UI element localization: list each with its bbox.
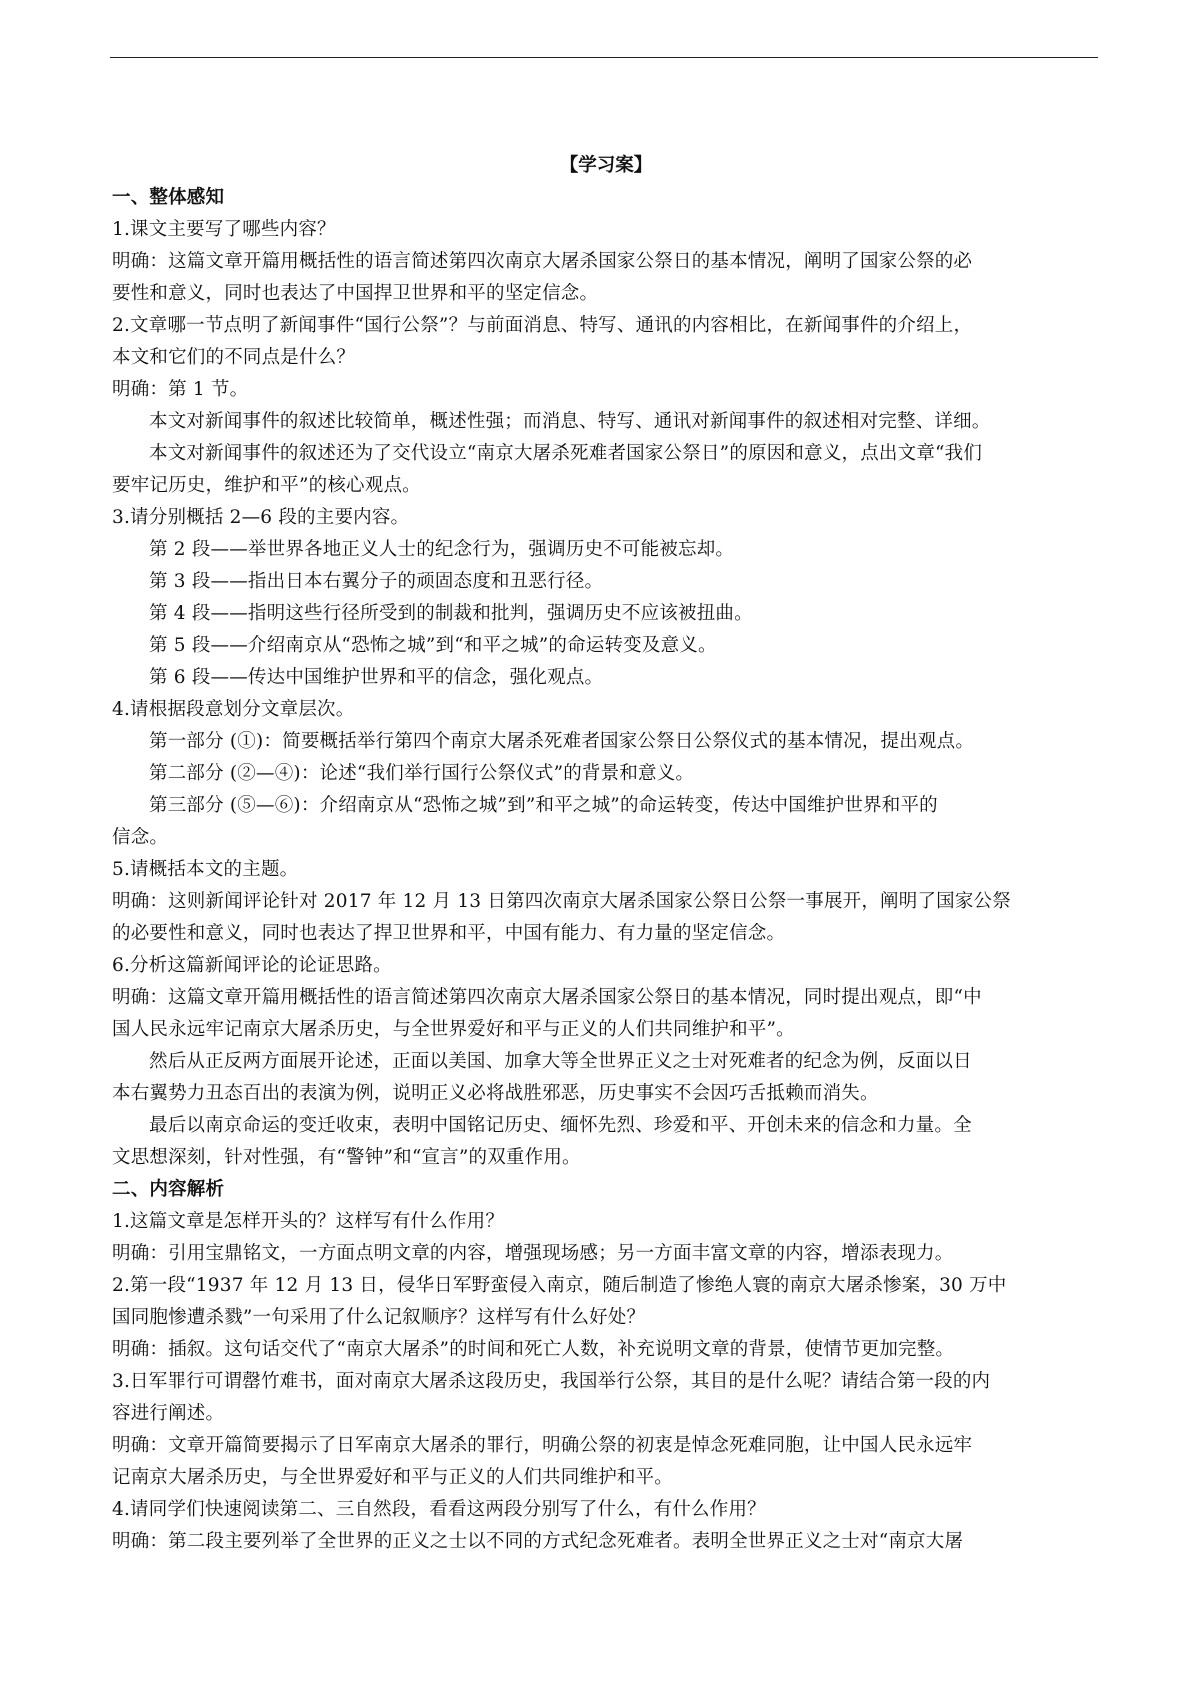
answer-line: 第三部分 (⑤—⑥)：介绍南京从“恐怖之城”到”和平之城”的命运转变，传达中国维护世界和平的 — [149, 795, 938, 816]
answer-line: 本文对新闻事件的叙述还为了交代设立“南京大屠杀死难者国家公祭日”的原因和意义，点出文章“我们 — [149, 443, 983, 464]
answer-line: 明确：第二段主要列举了全世界的正义之士以不同的方式纪念死难者。表明全世界正义之士对“南京大屠 — [112, 1531, 964, 1552]
answer-line: 明确：文章开篇简要揭示了日军南京大屠杀的罪行，明确公祭的初衷是悼念死难同胞，让中国人民永远牢 — [112, 1435, 973, 1456]
answer-line: 第 3 段——指出日本右翼分子的顽固态度和丑恶行径。 — [149, 571, 604, 592]
answer-line: 然后从正反两方面展开论述，正面以美国、加拿大等全世界正义之士对死难者的纪念为例，反面以日 — [149, 1051, 972, 1072]
question: 2.文章哪一节点明了新闻事件“国行公祭”？与前面消息、特写、通讯的内容相比，在新闻事件的介绍上， — [112, 315, 973, 336]
question: 3.日军罪行可谓罄竹难书，面对南京大屠杀这段历史，我国举行公祭，其目的是什么呢？请结合第一段的内 — [112, 1371, 991, 1392]
answer-line: 明确：这篇文章开篇用概括性的语言简述第四次南京大屠杀国家公祭日的基本情况，同时提出观点，即“中 — [112, 987, 982, 1008]
question: 6.分析这篇新闻评论的论证思路。 — [112, 955, 392, 976]
question: 1.课文主要写了哪些内容？ — [112, 219, 336, 240]
answer-line: 要性和意义，同时也表达了中国捍卫世界和平的坚定信念。 — [112, 283, 599, 304]
answer-line: 要牢记历史，维护和平”的核心观点。 — [112, 475, 421, 496]
answer-line: 明确：引用宝鼎铭文，一方面点明文章的内容，增强现场感；另一方面丰富文章的内容，增添表现力。 — [112, 1243, 954, 1264]
answer-line: 的必要性和意义，同时也表达了捍卫世界和平，中国有能力、有力量的坚定信念。 — [112, 923, 786, 944]
answer-line: 明确：插叙。这句话交代了“南京大屠杀”的时间和死亡人数，补充说明文章的背景，使情节更加完整。 — [112, 1339, 955, 1360]
answer-line: 明确：第 1 节。 — [112, 379, 249, 400]
question: 2.第一段“1937 年 12 月 13 日，侵华日军野蛮侵入南京，随后制造了惨绝人寰的南京大屠杀惨案，30 万中 — [112, 1275, 1007, 1296]
question: 国同胞惨遭杀戮”一句采用了什么记叙顺序？这样写有什么好处？ — [112, 1307, 646, 1328]
answer-line: 信念。 — [112, 827, 169, 848]
answer-line: 文思想深刻，针对性强，有“警钟”和“宣言”的双重作用。 — [112, 1147, 581, 1168]
answer-line: 第 4 段——指明这些行径所受到的制裁和批判，强调历史不应该被扭曲。 — [149, 603, 753, 624]
answer-line: 本右翼势力丑态百出的表演为例，说明正义必将战胜邪恶，历史事实不会因巧舌抵赖而消失。 — [112, 1083, 879, 1104]
question: 容进行阐述。 — [112, 1403, 225, 1424]
answer-line: 第一部分 (①)：简要概括举行第四个南京大屠杀死难者国家公祭日公祭仪式的基本情况，提出观点。 — [149, 731, 975, 752]
answer-line: 第 6 段——传达中国维护世界和平的信念，强化观点。 — [149, 667, 604, 688]
answer-line: 本文对新闻事件的叙述比较简单，概述性强；而消息、特写、通讯对新闻事件的叙述相对完整、详细。 — [149, 411, 991, 432]
question: 4.请同学们快速阅读第二、三自然段，看看这两段分别写了什么，有什么作用？ — [112, 1499, 766, 1520]
page-title: 【学习案】 — [559, 155, 653, 176]
answer-line: 第 2 段——举世界各地正义人士的纪念行为，强调历史不可能被忘却。 — [149, 539, 735, 560]
question: 3.请分别概括 2—6 段的主要内容。 — [112, 507, 410, 528]
answer-line: 明确：这则新闻评论针对 2017 年 12 月 13 日第四次南京大屠杀国家公祭日公祭一事展开，阐明了国家公祭 — [112, 891, 1011, 912]
answer-line: 第二部分 (②—④)：论述“我们举行国行公祭仪式”的背景和意义。 — [149, 763, 695, 784]
section-heading: 二、内容解析 — [112, 1179, 225, 1200]
question: 5.请概括本文的主题。 — [112, 859, 299, 880]
document-body — [112, 150, 1100, 1558]
header-rule — [110, 57, 1098, 58]
answer-line: 最后以南京命运的变迁收束，表明中国铭记历史、缅怀先烈、珍爱和平、开创未来的信念和力量。全 — [149, 1115, 972, 1136]
question: 本文和它们的不同点是什么？ — [112, 347, 356, 368]
answer-line: 国人民永远牢记南京大屠杀历史，与全世界爱好和平与正义的人们共同维护和平”。 — [112, 1019, 795, 1040]
question: 1.这篇文章是怎样开头的？这样写有什么作用？ — [112, 1211, 505, 1232]
section-heading: 一、整体感知 — [112, 187, 225, 208]
answer-line: 明确：这篇文章开篇用概括性的语言简述第四次南京大屠杀国家公祭日的基本情况，阐明了国家公祭的必 — [112, 251, 973, 272]
question: 4.请根据段意划分文章层次。 — [112, 699, 355, 720]
answer-line: 记南京大屠杀历史，与全世界爱好和平与正义的人们共同维护和平。 — [112, 1467, 674, 1488]
answer-line: 第 5 段——介绍南京从“恐怖之城”到“和平之城”的命运转变及意义。 — [149, 635, 717, 656]
